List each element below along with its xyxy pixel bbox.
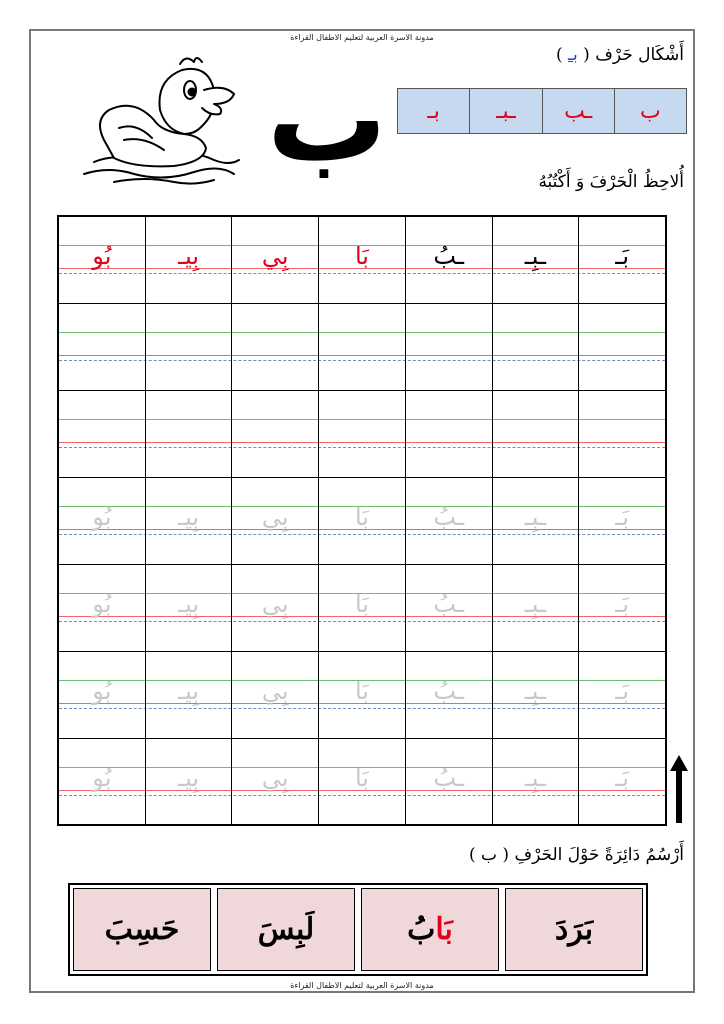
grid-cell [492,304,579,390]
trace-row [59,565,665,652]
letter-form-cell: بـ [427,98,440,124]
trace-cell: بَـ [578,739,665,826]
trace-cell: بِيـ [145,565,232,651]
trace-cell: ـبِـ [492,478,579,564]
grid-cell [578,304,665,390]
trace-cell: ـبِـ [492,739,579,826]
grid-cell [231,304,318,390]
trace-row [59,652,665,739]
trace-cell: بِي [231,478,318,564]
trace-cell: بُو [92,764,112,792]
word-cell[interactable]: بَا بُ [361,888,499,971]
trace-cell: ـبِـ [492,565,579,651]
trace-cell: بَا [318,478,405,564]
trace-cell: بَـ [578,478,665,564]
forms-heading-letter: بـ [568,45,578,65]
grid-cell [231,391,318,477]
grid-cell: بَـ [578,217,665,303]
trace-cell: بُو [92,590,112,618]
trace-cell: بِي [231,565,318,651]
grid-cell [318,391,405,477]
duck-illustration [74,50,244,190]
grid-cell [492,391,579,477]
forms-heading-close: ) [555,45,563,65]
grid-cell: ـبِـ [492,217,579,303]
word-cell[interactable]: بَرَدَ [505,888,643,971]
letter-forms-row [397,88,687,134]
trace-cell: ـبُ [405,565,492,651]
trace-cell: بِي [231,652,318,738]
grid-cell: ـبُ [405,217,492,303]
trace-cell: بُو [92,677,112,705]
trace-row [59,478,665,565]
forms-heading-text: أَشْكَال حَرْف ( [583,45,684,65]
trace-cell: ـبُ [405,652,492,738]
blank-row [59,391,665,478]
grid-cell [59,304,145,390]
grid-cell: بِيـ [145,217,232,303]
writing-grid [57,215,667,826]
trace-cell: بِيـ [145,652,232,738]
grid-cell: بُو [92,242,112,270]
trace-cell: ـبُ [405,478,492,564]
site-caption-bottom: مدونة الاسرة العربية لتعليم الاطفال القراءة [290,981,434,990]
grid-cell [145,391,232,477]
trace-cell: بَا [318,565,405,651]
grid-cell [405,304,492,390]
trace-row [59,739,665,826]
grid-cell: بِي [231,217,318,303]
letter-form-cell: ـب [542,89,614,133]
grid-cell [578,391,665,477]
grid-cell [405,391,492,477]
site-caption-top: مدونة الاسرة العربية لتعليم الاطفال القراءة [290,33,434,42]
blank-row [59,304,665,391]
big-letter: ب [266,50,388,189]
grid-cell [145,304,232,390]
word-cell[interactable]: حَسِبَ [73,888,211,971]
trace-cell: بَـ [578,652,665,738]
trace-cell: بَا [318,739,405,826]
trace-cell: بَـ [578,565,665,651]
forms-heading [556,45,684,65]
trace-cell: ـبِـ [492,652,579,738]
trace-cell: بِي [231,739,318,826]
grid-cell [59,391,145,477]
trace-cell: بُو [92,503,112,531]
trace-cell: بِيـ [145,478,232,564]
letter-form-cell: ب [614,89,686,133]
trace-cell: ـبُ [405,739,492,826]
word-cell[interactable]: لَبِسَ [217,888,355,971]
observe-heading: أُلاحِظُ الْحَرْفَ وَ أَكْتُبُهُ [538,172,684,192]
circle-heading: أَرْسُمُ دَائِرَةً حَوْلَ الحَرْفِ ( ب ) [468,845,684,865]
letter-form-cell: ـبـ [469,89,541,133]
trace-cell: بِيـ [145,739,232,826]
grid-cell: بَا [318,217,405,303]
words-box [68,883,648,976]
grid-cell [318,304,405,390]
up-arrow-icon [670,755,688,823]
model-row [59,217,665,304]
trace-cell: بَا [318,652,405,738]
